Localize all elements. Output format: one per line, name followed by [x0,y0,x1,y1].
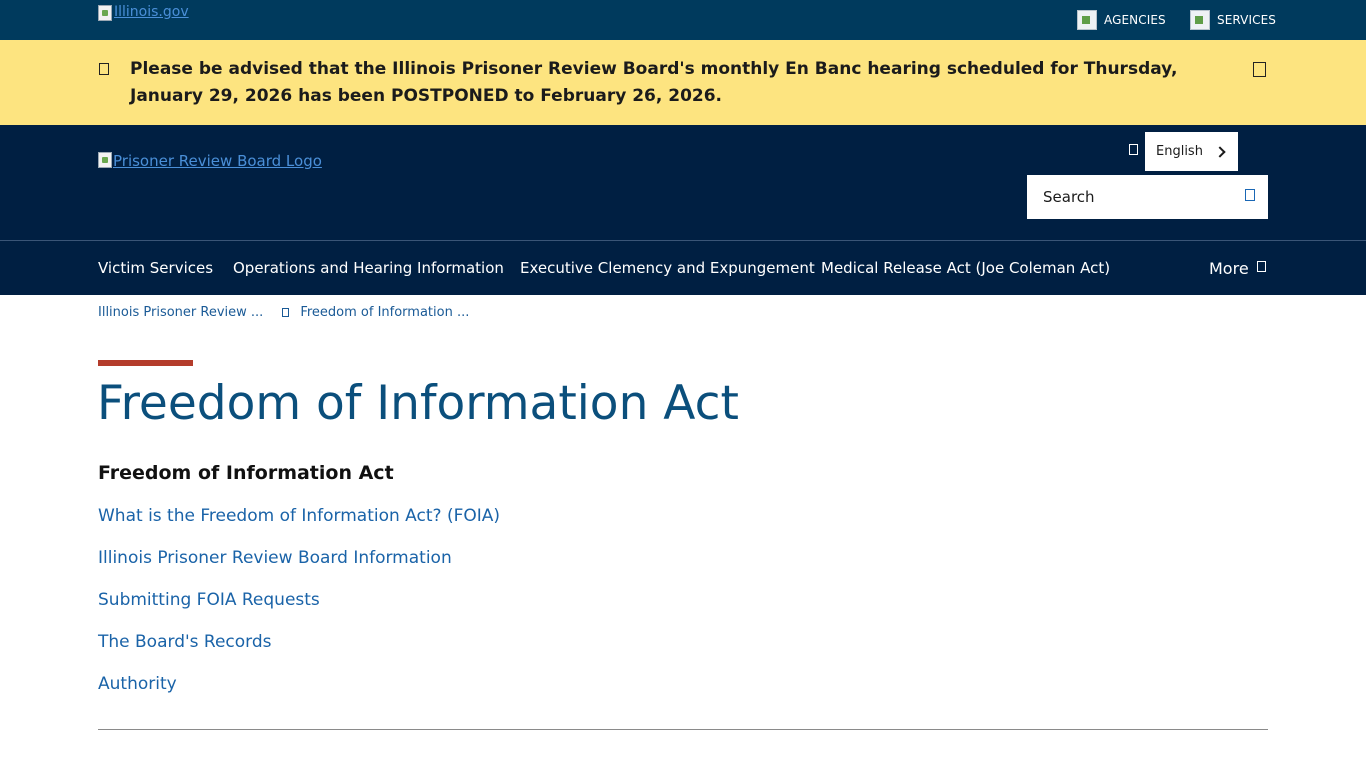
nav-item-operations-hearing[interactable]: Operations and Hearing Information [233,259,504,277]
search-box [1027,175,1268,219]
nav-item-victim-services[interactable]: Victim Services [98,259,214,277]
page-title: Freedom of Information Act [97,376,739,431]
language-select[interactable] [1145,132,1238,171]
site-logo-alt: Prisoner Review Board Logo [113,152,322,170]
close-icon[interactable] [1253,62,1266,77]
content-divider [98,729,1268,730]
search-icon[interactable] [1245,189,1255,201]
language-selected: English [1156,144,1203,159]
title-accent-bar [98,360,193,366]
link-board-records[interactable]: The Board's Records [98,632,272,652]
language-icon [1129,144,1138,155]
utility-bar [0,0,1366,40]
nav-more-label: More [1209,259,1249,278]
services-icon [1190,10,1210,30]
info-icon [99,63,109,75]
broken-image-icon [98,152,112,168]
breadcrumb-home[interactable]: Illinois Prisoner Review ... [98,305,264,320]
site-header [0,125,1366,240]
breadcrumb-separator-icon [282,308,289,317]
broken-image-icon [98,5,112,21]
chevron-right-icon [1214,146,1225,157]
site-logo-link[interactable] [98,152,322,170]
link-what-is-foia[interactable]: What is the Freedom of Information Act? (FOIA) [98,506,501,526]
agencies-icon [1077,10,1097,30]
section-heading: Freedom of Information Act [98,462,394,484]
breadcrumb-current[interactable]: Freedom of Information ... [300,305,470,320]
services-link[interactable] [1190,10,1276,30]
more-icon [1257,261,1266,272]
link-authority[interactable]: Authority [98,674,177,694]
services-label: SERVICES [1217,13,1277,27]
agencies-label: AGENCIES [1104,13,1166,27]
search-input[interactable] [1041,177,1241,217]
link-prb-information[interactable]: Illinois Prisoner Review Board Information [98,548,452,568]
agencies-link[interactable] [1077,10,1166,30]
illinois-gov-logo-alt: Illinois.gov [114,4,189,20]
nav-item-medical-release[interactable]: Medical Release Act (Joe Coleman Act) [821,259,1111,277]
illinois-gov-logo-link[interactable] [98,5,189,21]
alert-message: Please be advised that the Illinois Prisoner Review Board's monthly En Banc hearing scheduled for Thursday, January 29, 2026 has been POSTPONED to February 26, 2026. [130,59,1178,106]
nav-more-button[interactable] [1209,259,1266,278]
link-submitting-requests[interactable]: Submitting FOIA Requests [98,590,320,610]
alert-banner [0,40,1366,125]
main-nav [0,240,1366,295]
nav-item-executive-clemency[interactable]: Executive Clemency and Expungement [520,259,815,277]
breadcrumb [98,305,469,320]
